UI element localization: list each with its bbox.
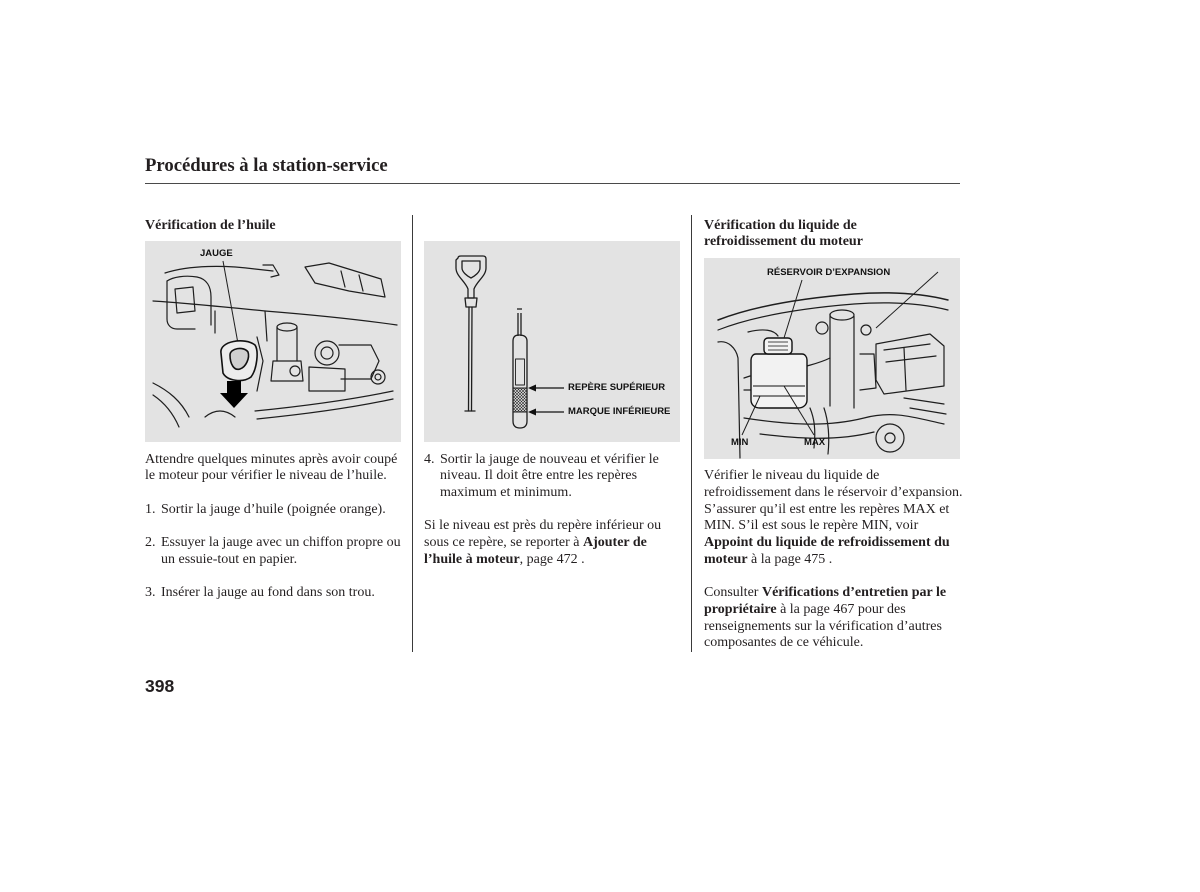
step-number: 3. (145, 585, 156, 601)
cross-reference: propriétaire (704, 601, 777, 617)
text-line: refroidissement dans le réservoir d’expansion. (704, 485, 963, 501)
reservoir-label: RÉSERVOIR D’EXPANSION (767, 267, 891, 278)
dipstick-tip-closeup (513, 309, 527, 428)
engine-illustration (145, 241, 401, 442)
oil-check-text (145, 452, 401, 602)
engine-drawing (153, 263, 397, 427)
low-level-note (424, 518, 661, 568)
text-line: renseignements sur la vérification d’autres (704, 618, 942, 634)
text-line: MIN. S’il est sous le repère MIN, voir (704, 518, 919, 534)
upper-mark-label: REPÈRE SUPÉRIEUR (568, 382, 666, 393)
engine-bay-illustration (704, 258, 960, 459)
step-number: 2. (145, 535, 156, 551)
note-line: Si le niveau est près du repère inférieur ou (424, 518, 662, 534)
oil-check-heading: Vérification de l’huile (145, 217, 276, 233)
dipstick-label: JAUGE (200, 248, 233, 259)
step-text: niveau. Il doit être entre les repères (440, 468, 638, 484)
coolant-check-heading (704, 218, 863, 251)
coolant-reservoir-figure (704, 258, 960, 459)
heading-line: refroidissement du moteur (704, 234, 863, 250)
max-label: MAX (804, 437, 826, 448)
step-text: Sortir la jauge d’huile (poignée orange). (161, 501, 386, 517)
intro-line: Attendre quelques minutes après avoir coupé (145, 451, 398, 467)
note-line (424, 535, 661, 552)
dipstick-leader-line (223, 261, 239, 349)
heading-line: Vérification du liquide de (704, 217, 857, 233)
step-text: Essuyer la jauge avec un chiffon propre ou (161, 535, 401, 551)
note-text: sous ce repère, se reporter à (424, 535, 583, 551)
step-2 (145, 535, 401, 568)
lower-mark-label: MARQUE INFÉRIEURE (568, 406, 671, 417)
text-line: S’assurer qu’il est entre les repères MAX et (704, 501, 950, 517)
step-1 (145, 502, 401, 519)
step-text: Sortir la jauge de nouveau et vérifier le (440, 451, 659, 467)
intro-line: le moteur pour vérifier le niveau de l’huile. (145, 468, 387, 484)
page-number: 398 (145, 676, 175, 696)
text-fragment: à la page 467 pour des (776, 601, 906, 617)
cross-reference: l’huile à moteur (424, 551, 520, 567)
text-line: Vérifier le niveau du liquide de (704, 468, 880, 484)
step-text: Insérer la jauge au fond dans son trou. (161, 585, 375, 601)
reservoir-leader-line (784, 280, 802, 338)
cross-reference: Appoint du liquide de refroidissement du (704, 535, 950, 551)
text-line (704, 552, 963, 569)
step-text: un essuie-tout en papier. (161, 551, 298, 567)
cross-reference: Ajouter de (582, 535, 647, 551)
step-text: maximum et minimum. (440, 485, 572, 501)
oil-dipstick-figure (145, 241, 401, 442)
step-number: 1. (145, 501, 156, 517)
dipstick-handle (221, 341, 257, 381)
note-line (424, 552, 661, 569)
header-rule (145, 183, 960, 184)
dipstick-full-view (456, 256, 486, 411)
maintenance-note (704, 585, 963, 652)
coolant-instructions (704, 468, 963, 568)
text-line (704, 585, 963, 602)
step-number: 4. (424, 451, 435, 467)
page-title: Procédures à la station-service (145, 155, 388, 176)
step-3 (145, 585, 401, 602)
text-line (704, 602, 963, 619)
lower-mark-arrow (528, 409, 564, 416)
column-divider-right (691, 215, 692, 652)
dipstick-reading-text (424, 452, 661, 569)
text-fragment: Consulter (704, 585, 762, 601)
cross-reference: moteur (704, 551, 748, 567)
upper-mark-arrow (528, 385, 564, 392)
down-arrow-icon (220, 381, 248, 408)
min-label: MIN (731, 437, 749, 448)
dipstick-marks-figure (424, 241, 680, 442)
cross-reference: Vérifications d’entretien par le (761, 585, 947, 601)
hood-prop-rod (876, 272, 938, 328)
text-fragment: à la page 475 . (747, 551, 833, 567)
step-4 (424, 452, 661, 502)
text-line: composantes de ce véhicule. (704, 635, 864, 651)
coolant-check-text (704, 468, 963, 652)
column-divider-left (412, 215, 413, 652)
note-text: , page 472 . (519, 551, 585, 567)
